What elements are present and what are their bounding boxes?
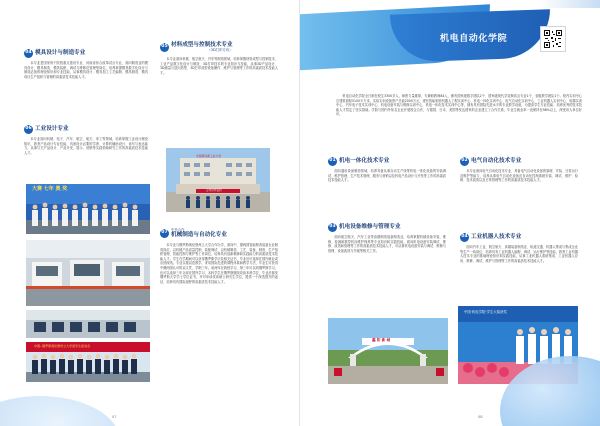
section-number-badge: 02: [460, 157, 469, 166]
section-title: 材料成型与控制技术专业: [171, 42, 233, 48]
college-title: 机电自动化学院: [440, 34, 508, 44]
section-machinery-automation: [160, 226, 278, 284]
section-title: 机械制造与自动化专业: [171, 232, 227, 238]
campus-building-photo: [166, 148, 270, 212]
decorative-bar: [540, 0, 600, 8]
gate-sign: 鑫 阳 新 城: [372, 338, 391, 342]
section-number-badge: 05: [160, 43, 169, 52]
section-title: 机电设备维修与管理专业: [339, 224, 401, 230]
section-mechatronics: [328, 156, 446, 183]
section-number-badge: 06: [24, 125, 33, 134]
section-number-badge: 07: [160, 229, 169, 238]
section-number-badge: 04: [460, 233, 469, 242]
group-banner-text: 中国--俄罗斯奥伦堡州立大学留学生座谈会: [34, 344, 91, 348]
section-body: 本专业面向电气自动化技术专业、具备电气自动化设备的原理、安装、日常运行及维护等能力，培养从事电气自动化设备及自动化控制系统安装、调试、维护、检修、技术改造以及日常管理等工作的高素质技术技能人才。: [460, 169, 578, 183]
section-mold-design: [24, 48, 148, 79]
section-body: 面向通用设备制造领域，培养具备从事自动生产线等机电一体化设备的安装调试、维护管理、生产技术管理、服务与营销以及机电产品设计与开发等工作的高素质技术技能人才。: [328, 169, 446, 183]
right-page: [300, 0, 600, 426]
section-body: 面向汽车工业、航空航天、高端装备制造业、轨道交通、机器人集成与集成企业等生产一线岗位，培养具有工业机器人编程、调试、运行维护等技能，熟悉工业机器人技术专业的基础理论知识和实践技能，从事工业机器人系统集成、工业机器人应用、维修、调试、维护与管理等工作的高素质技术技能人才。: [460, 245, 578, 263]
section-industrial-design: [24, 124, 148, 155]
section-body: 面向航空航天、汽车工业等高端制造装备制造业，培养掌握机械设备安装、维修、检测和数控机床维护保养等专业知识和实践技能，面向机电设备安装调试、维修、改造和管理等工作的高素质技术技能人才，可从事机电设备安装与调试、维修与管理、设备改造与升级等相关工作。: [328, 235, 446, 253]
page-number: 07: [112, 415, 117, 420]
intro-body: 机电自动化学院全日制在校生3300多人，师资力量雄厚，专兼职教师84人，拥有国家级数字团队2个、国家级现代学徒制试点专业1个、省级教学团队1个。校内实训中心总建筑面积5100平方米，实验实训设备资产总值2000万元，建有智能制造机器人工程实训中心、机电一体化实训中心、电气自动化实训中心、工业机器人实训中心、电梯实训中心、汽车电子技术实训中心、机电设备安装与维修实训中心、机电一体化技术实训中心等，拥有具有国际先进水平的专业教学设备，为提高学生专业技能、培养优秀的技术技能人才奠定了坚实基础。学院与国内外知名企业开展校企合作，与德国、日本、美国等发达国家的企业建立了合作关系，毕业生就业率一直保持在98%以上，深受用人单位好评。: [336, 94, 582, 117]
campus-gate-photo: [328, 318, 448, 384]
section-body: 本专业是国家骨干院校重点建设专业、河南省综合改革试点专业，面向制造业的模具设计、模具制造、模具装配、调试与维修及管理等岗位，培养掌握模具数字化设计与制造必备的理论知识和专业技能，从事模具设计、模具加工工艺编制、模具制造、模具项目生产组织与管理的高素质技术技能人才。: [24, 61, 148, 79]
building-sign: 中国原动新工业大学: [196, 154, 222, 158]
section-number-badge: 01: [328, 157, 337, 166]
decorative-wave: [0, 396, 120, 426]
competition-banner: 大赛 七年 奥 奖: [32, 186, 68, 192]
section-body: 本专业面向机械、电子、汽车、航空、航天、家工等领域，培养掌握工业设计理论知识，熟悉产品设计专业技能，具备设计必要的学养、计算机辅助设计、读写与表达能力，从事与关产品设计、产品开发，展示、营销等实践领域研究工作的高素质技术技能人才。: [24, 137, 148, 155]
design-competition-photo: [26, 184, 150, 234]
section-electrical-automation: [460, 156, 578, 183]
section-number-badge: 04: [24, 49, 33, 58]
section-subtitle: （3D打印方向）: [207, 48, 233, 52]
photo-caption: 合作办学签约: [206, 189, 222, 192]
award-banner: 中国·机电学院·学生大赛获奖: [464, 310, 507, 314]
section-title: 工业机器人技术专业: [471, 234, 522, 240]
section-body: 本专业与俄罗斯奥伦堡州立大学合作办学，面向中、德两国智能制造装备企业制造岗位，以机械产品质量控制、装配调试、以机械制造、工艺、装备、制造、生产组织管理、智能控制与维护等工作岗位，培养具有创新精神和实践能力的高素质技术技能人才。学生在学期间可以获得俄罗斯学历及相关证书，毕业后可选择在国内就业或出国深造。专业实施双语教学，采用国际先进的课程体系和教学方法，毕业生可获得中俄两国认可的双文凭，学制三年。前两年在我校学习，第三年可以到俄罗斯学习，也可以选择三年全部在国内学习，本科学生在俄罗斯继续攻读本科学位，毕业后颁发俄罗斯大学学士学位证书，并可申请攻读硕士研究生学位，提供一个深造提升的途径，培养具有国际视野的高素质技术技能人才。: [160, 243, 278, 284]
section-title: 工业设计专业: [35, 126, 69, 132]
section-subtitle: 中外合作: [171, 228, 185, 232]
section-title: 模具设计与制造专业: [35, 50, 86, 56]
group-photo-banner: [26, 342, 150, 382]
section-material-forming: [160, 40, 278, 75]
section-number-badge: 03: [328, 223, 337, 232]
page-number: 08: [478, 415, 483, 420]
college-intro: [336, 94, 582, 117]
section-body: 本专业面向机械、航空航天、汽车等制造领域，培养掌握材料成型与控制技术、工业产品数字化设计与制造、3D打印技术的专业知识与技能，从事3D产品设计、3D测量与逆向造型、3D打印成型设备操作、维护与管理等工作的高素质技术技能人才。: [160, 57, 278, 75]
section-title: 电气自动化技术专业: [471, 158, 522, 164]
qr-code-icon[interactable]: [540, 26, 566, 52]
section-industrial-robot: [460, 232, 578, 263]
cnc-workshop-photo: [26, 240, 150, 306]
classroom-photo: [26, 310, 150, 338]
section-equipment-maintenance: [328, 222, 446, 253]
section-title: 机电一体化技术专业: [339, 158, 390, 164]
